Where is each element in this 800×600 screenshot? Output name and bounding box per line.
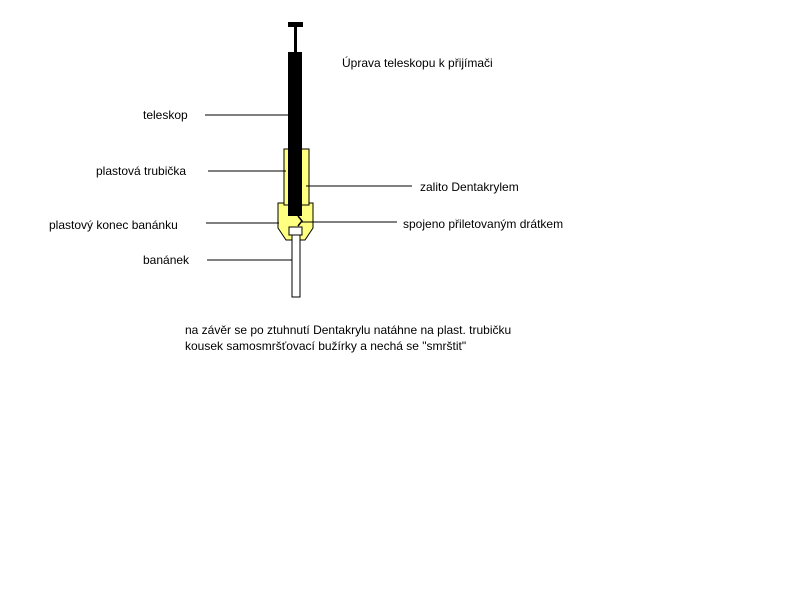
label-plastic-tube: plastová trubička <box>96 164 187 178</box>
label-soldered: spojeno přiletovaným drátkem <box>403 217 564 231</box>
note-line-2: kousek samosmršťovací bužírky a nechá se "smrštit" <box>185 339 467 353</box>
telescope-rod <box>294 25 297 53</box>
label-bananek: banánek <box>143 253 190 267</box>
diagram-title: Úprava teleskopu k přijímači <box>342 56 493 70</box>
label-banana-end: plastový konec banánku <box>49 218 178 232</box>
banana-pin <box>292 235 300 297</box>
banana-collar <box>289 227 302 235</box>
telescope-cap <box>288 22 303 27</box>
note-line-1: na závěr se po ztuhnutí Dentakrylu natáhne na plast. trubičku <box>185 323 512 337</box>
label-teleskop: teleskop <box>143 108 188 122</box>
label-dentakryl: zalito Dentakrylem <box>420 180 519 194</box>
telescope-body <box>288 52 302 216</box>
